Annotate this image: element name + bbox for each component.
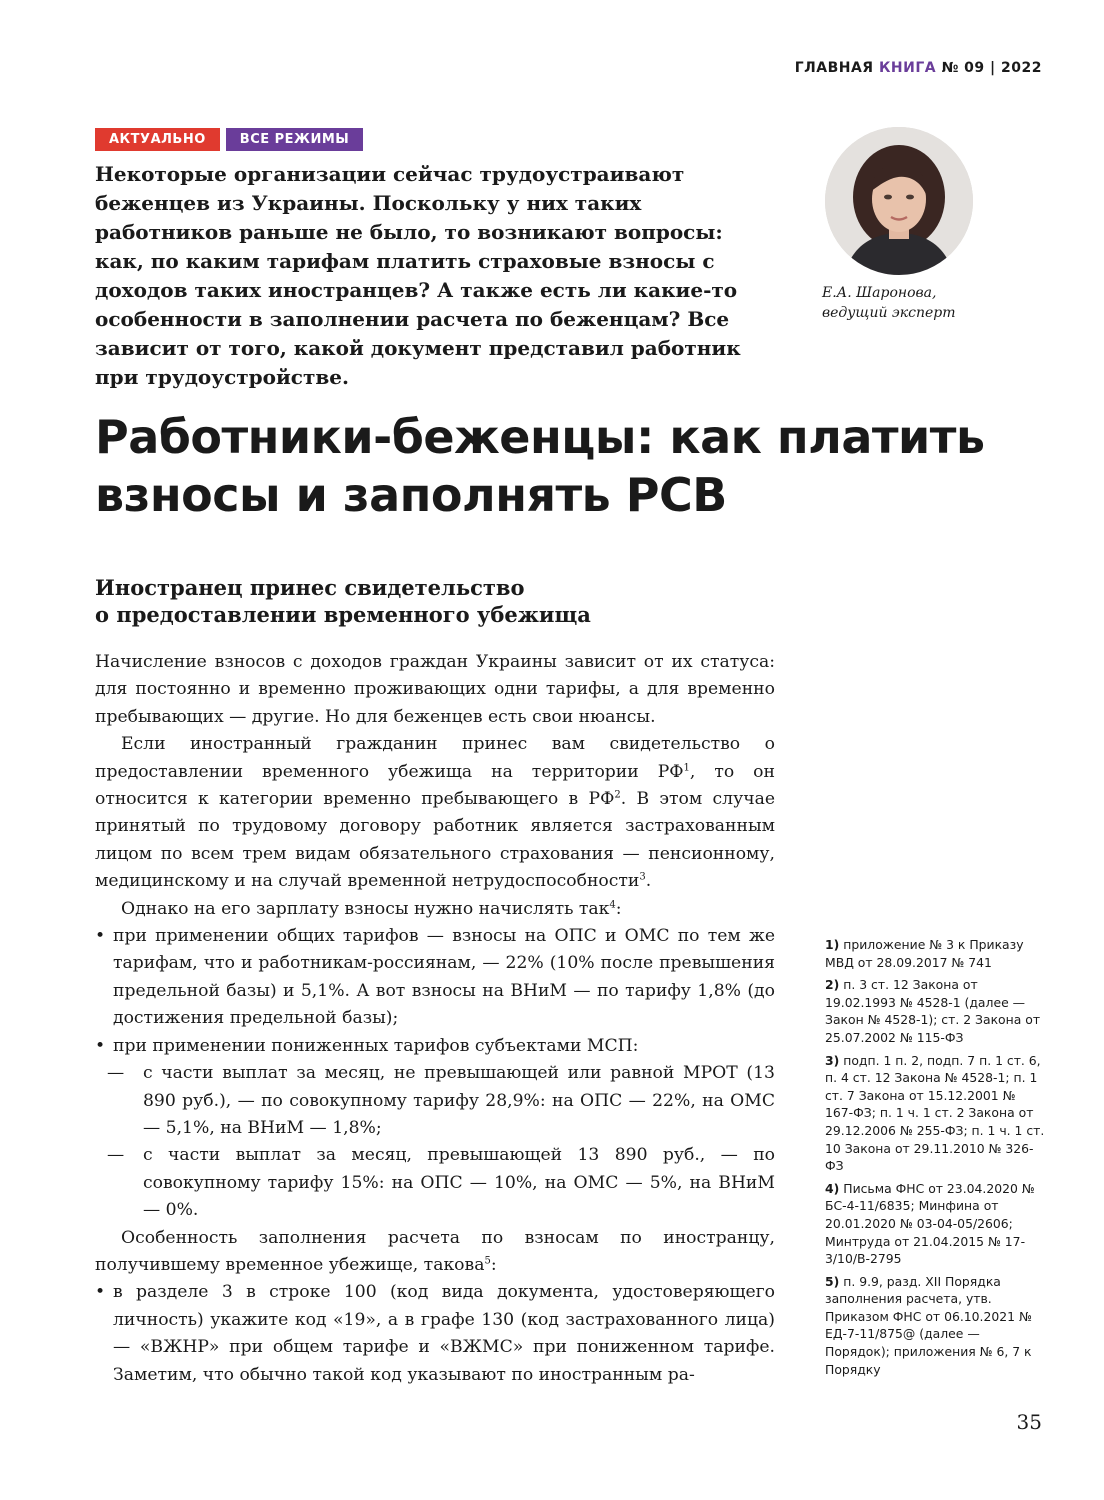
subhead-line-2: о предоставлении временного убежища [95,602,591,627]
footnote-text: п. 9.9, разд. XII Порядка заполнения расчета, утв. Приказом ФНС от 06.10.2021 № ЕД-7-11/875@ (далее — Порядок); приложения № 6, 7 к Порядку [825,1273,1032,1377]
footnote-number: 5) [825,1273,840,1289]
footnote [825,936,1045,971]
author-caption [822,283,1022,323]
footnote-number: 4) [825,1180,840,1196]
body-paragraph: Начисление взносов с доходов граждан Украины зависит от их статуса: для постоянно и временно проживающих одни тарифы, а для временно пребывающих — другие. Но для беженцев есть свои нюансы. [95,652,775,727]
list-subitem: — с части выплат за месяц, превышающей 13 890 руб., — по совокупному тарифу 15%: на ОПС — 10%, на ОМС — 5%, на ВНиМ — 0%. [95,1142,775,1224]
list-item: • при применении общих тарифов — взносы на ОПС и ОМС по тем же тарифам, что и работникам-россиянам, — 22% (10% после превышения предельной базы) и 5,1%. А вот взносы на ВНиМ — по тарифу 1,8% (до достижения предельной базы); [95,923,775,1033]
list-item: • в разделе 3 в строке 100 (код вида документа, удостоверяющего личность) укажите код «19», а в графе 130 (код застрахованного лица) — «ВЖНР» при общем тарифе и «ВЖМС» при пониженном тарифе. Заметим, что обычно такой код указывают по иностранным ра- [95,1279,775,1389]
footnote-ref[interactable]: 1 [683,761,690,773]
body-paragraph [95,896,775,923]
title-line-2: взносы и заполнять РСВ [95,468,727,522]
page-number: 35 [1016,1410,1042,1434]
author-name: Е.А. Шаронова, [822,285,937,301]
masthead-brand2: КНИГА [878,60,937,76]
list-item: • при применении пониженных тарифов субъектами МСП: [95,1033,775,1060]
title-line-1: Работники-беженцы: как платить [95,410,985,464]
body-paragraph [95,731,775,895]
text-run: Особенность заполнения расчета по взносам по иностранцу, получившему временное убежище, такова [95,1227,775,1275]
footnote-number: 1) [825,937,840,952]
text-run: Если иностранный гражданин принес вам свидетельство о предоставлении временного убежища на территории РФ [95,734,775,782]
footnote-text: п. 3 ст. 12 Закона от 19.02.1993 № 4528-1 (далее — Закон № 4528-1); ст. 2 Закона от 25.07.2002 № 115-ФЗ [825,977,1041,1045]
footnote [825,1052,1045,1175]
footnote-ref[interactable]: 2 [614,789,621,801]
footnote [825,1273,1045,1379]
footnote-text: приложение № 3 к Приказу МВД от 28.09.2017 № 741 [825,937,1024,970]
masthead [795,60,1042,76]
subhead-line-1: Иностранец принес свидетельство [95,575,525,600]
footnote-text: подп. 1 п. 2, подп. 7 п. 1 ст. 6, п. 4 ст. 12 Закона № 4528-1; п. 1 ст. 7 Закона от 15.12.2001 № 167-ФЗ; п. 1 ч. 1 ст. 2 Закона от 29.12.2006 № 255-ФЗ; п. 1 ч. 1 ст. 10 Закона от 29.11.2010 № 326-ФЗ [825,1052,1045,1174]
section-heading [95,574,775,628]
article-title [95,408,1055,524]
article-body [95,649,775,1389]
footnotes [825,936,1045,1383]
author-photo [825,127,973,275]
footnote-ref[interactable]: 3 [639,871,646,883]
tag-actual[interactable]: АКТУАЛЬНО [95,128,220,151]
lead-text: Некоторые организации сейчас трудоустраивают беженцев из Украины. Поскольку у них таких работников раньше не было, то возникают вопросы: как, по каким тарифам платить страховые взносы с доходов таких иностранцев? А также есть ли какие-то особенности в заполнении расчета по беженцам? Все зависит от того, какой документ представил работник при трудоустройстве. [95,162,741,389]
text-run: , то он относится к категории временно пребывающего в РФ [95,761,775,810]
list-subitem: — с части выплат за месяц, не превышающей или равной МРОТ (13 890 руб.), — по совокупному тарифу 28,9%: на ОПС — 22%, на ОМС — 5,1%, на ВНиМ — 1,8%; [95,1060,775,1142]
footnote [825,976,1045,1046]
text-run: : [615,898,622,919]
footnote-text: Письма ФНС от 23.04.2020 № БС-4-11/6835; Минфина от 20.01.2020 № 03-04-05/2606; Минтруда от 21.04.2015 № 17-3/10/В-2795 [825,1180,1035,1267]
text-run: Однако на его зарплату взносы нужно начислять так [121,898,610,919]
report-list [95,1279,775,1389]
lead-paragraph [95,160,755,392]
text-run: : [490,1254,497,1275]
footnote-number: 3) [825,1052,840,1068]
body-paragraph [95,1225,775,1280]
footnote-ref[interactable]: 4 [609,898,616,910]
masthead-brand1: ГЛАВНАЯ [794,60,874,76]
footnote [825,1180,1045,1268]
author-portrait-image [825,127,973,275]
tariff-list [95,923,775,1224]
text-run: . [645,871,652,892]
text-run: . В этом случае принятый по трудовому договору работник является застрахованным лицом по всем трем видам обязательного страхования — пенсионному, медицинскому и на случай временной нетрудоспособности [95,789,775,892]
author-role: ведущий эксперт [822,305,956,321]
masthead-issue: № 09 | 2022 [941,60,1042,76]
tag-all-regimes[interactable]: ВСЕ РЕЖИМЫ [226,128,363,151]
footnote-ref[interactable]: 5 [484,1255,491,1267]
footnote-number: 2) [825,977,840,993]
rubric-tags [95,128,363,151]
